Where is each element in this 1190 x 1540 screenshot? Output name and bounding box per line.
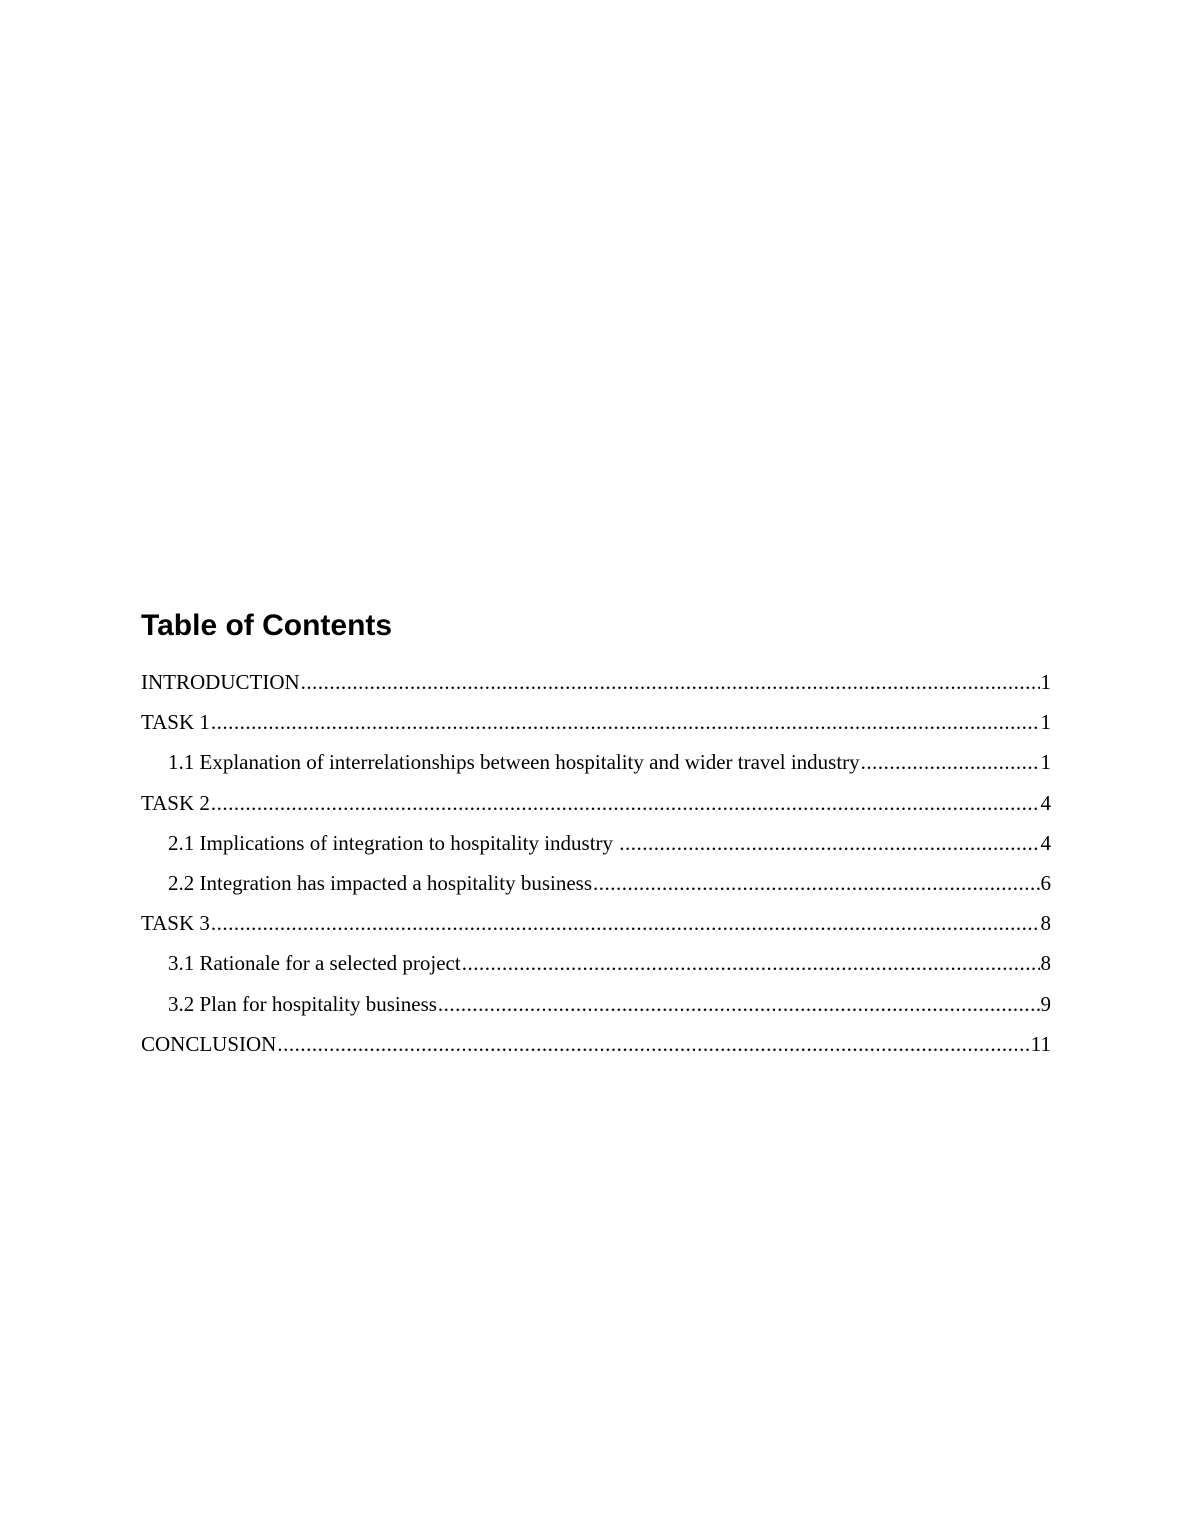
toc-dot-leader bbox=[861, 750, 1040, 775]
table-of-contents bbox=[141, 604, 1051, 1072]
toc-entry-label: INTRODUCTION bbox=[141, 670, 300, 694]
toc-entry-label: 1.1 Explanation of interrelationships between hospitality and wider travel industry bbox=[168, 750, 860, 775]
toc-entry-task-3[interactable] bbox=[141, 911, 1051, 951]
toc-dot-leader bbox=[593, 871, 1040, 896]
toc-entry-label: CONCLUSION bbox=[141, 1031, 277, 1056]
toc-title: Table of Contents bbox=[141, 609, 393, 642]
toc-entry-label: TASK 2 bbox=[141, 790, 210, 815]
toc-entry-3-1[interactable] bbox=[141, 951, 1051, 991]
toc-dot-leader bbox=[211, 911, 1040, 936]
toc-entry-page: 11 bbox=[1030, 1031, 1051, 1056]
toc-dot-leader bbox=[619, 831, 1039, 856]
toc-entry-1-1[interactable] bbox=[141, 750, 1051, 790]
toc-entry-page: 6 bbox=[1040, 870, 1051, 895]
toc-entry-task-2[interactable] bbox=[141, 791, 1051, 831]
toc-entry-2-1[interactable] bbox=[141, 831, 1051, 871]
toc-dot-leader bbox=[277, 1032, 1029, 1057]
toc-entry-label: 3.2 Plan for hospitality business bbox=[168, 991, 437, 1016]
toc-entry-label: 2.1 Implications of integration to hospitality industry bbox=[168, 830, 619, 855]
toc-entry-task-1[interactable] bbox=[141, 710, 1051, 750]
toc-entry-page: 4 bbox=[1040, 830, 1051, 855]
toc-entry-introduction[interactable] bbox=[141, 670, 1051, 710]
toc-entry-label: 3.1 Rationale for a selected project bbox=[168, 951, 461, 976]
toc-entry-page: 1 bbox=[1040, 710, 1051, 735]
toc-dot-leader bbox=[462, 951, 1040, 976]
toc-entry-label: 2.2 Integration has impacted a hospitality business bbox=[168, 870, 592, 895]
toc-entry-conclusion[interactable] bbox=[141, 1032, 1051, 1072]
toc-entry-page: 8 bbox=[1040, 951, 1051, 976]
toc-entry-page: 1 bbox=[1040, 670, 1051, 694]
toc-dot-leader bbox=[301, 670, 1040, 695]
toc-dot-leader bbox=[211, 710, 1040, 735]
toc-entry-page: 1 bbox=[1040, 750, 1051, 775]
toc-entry-3-2[interactable] bbox=[141, 992, 1051, 1032]
toc-list bbox=[141, 670, 1051, 1072]
toc-entry-page: 8 bbox=[1040, 911, 1051, 936]
toc-entry-page: 9 bbox=[1040, 991, 1051, 1016]
toc-entry-label: TASK 1 bbox=[141, 710, 210, 735]
toc-entry-label: TASK 3 bbox=[141, 911, 210, 936]
toc-entry-2-2[interactable] bbox=[141, 871, 1051, 911]
toc-dot-leader bbox=[211, 791, 1040, 816]
toc-entry-page: 4 bbox=[1040, 790, 1051, 815]
toc-dot-leader bbox=[438, 992, 1040, 1017]
